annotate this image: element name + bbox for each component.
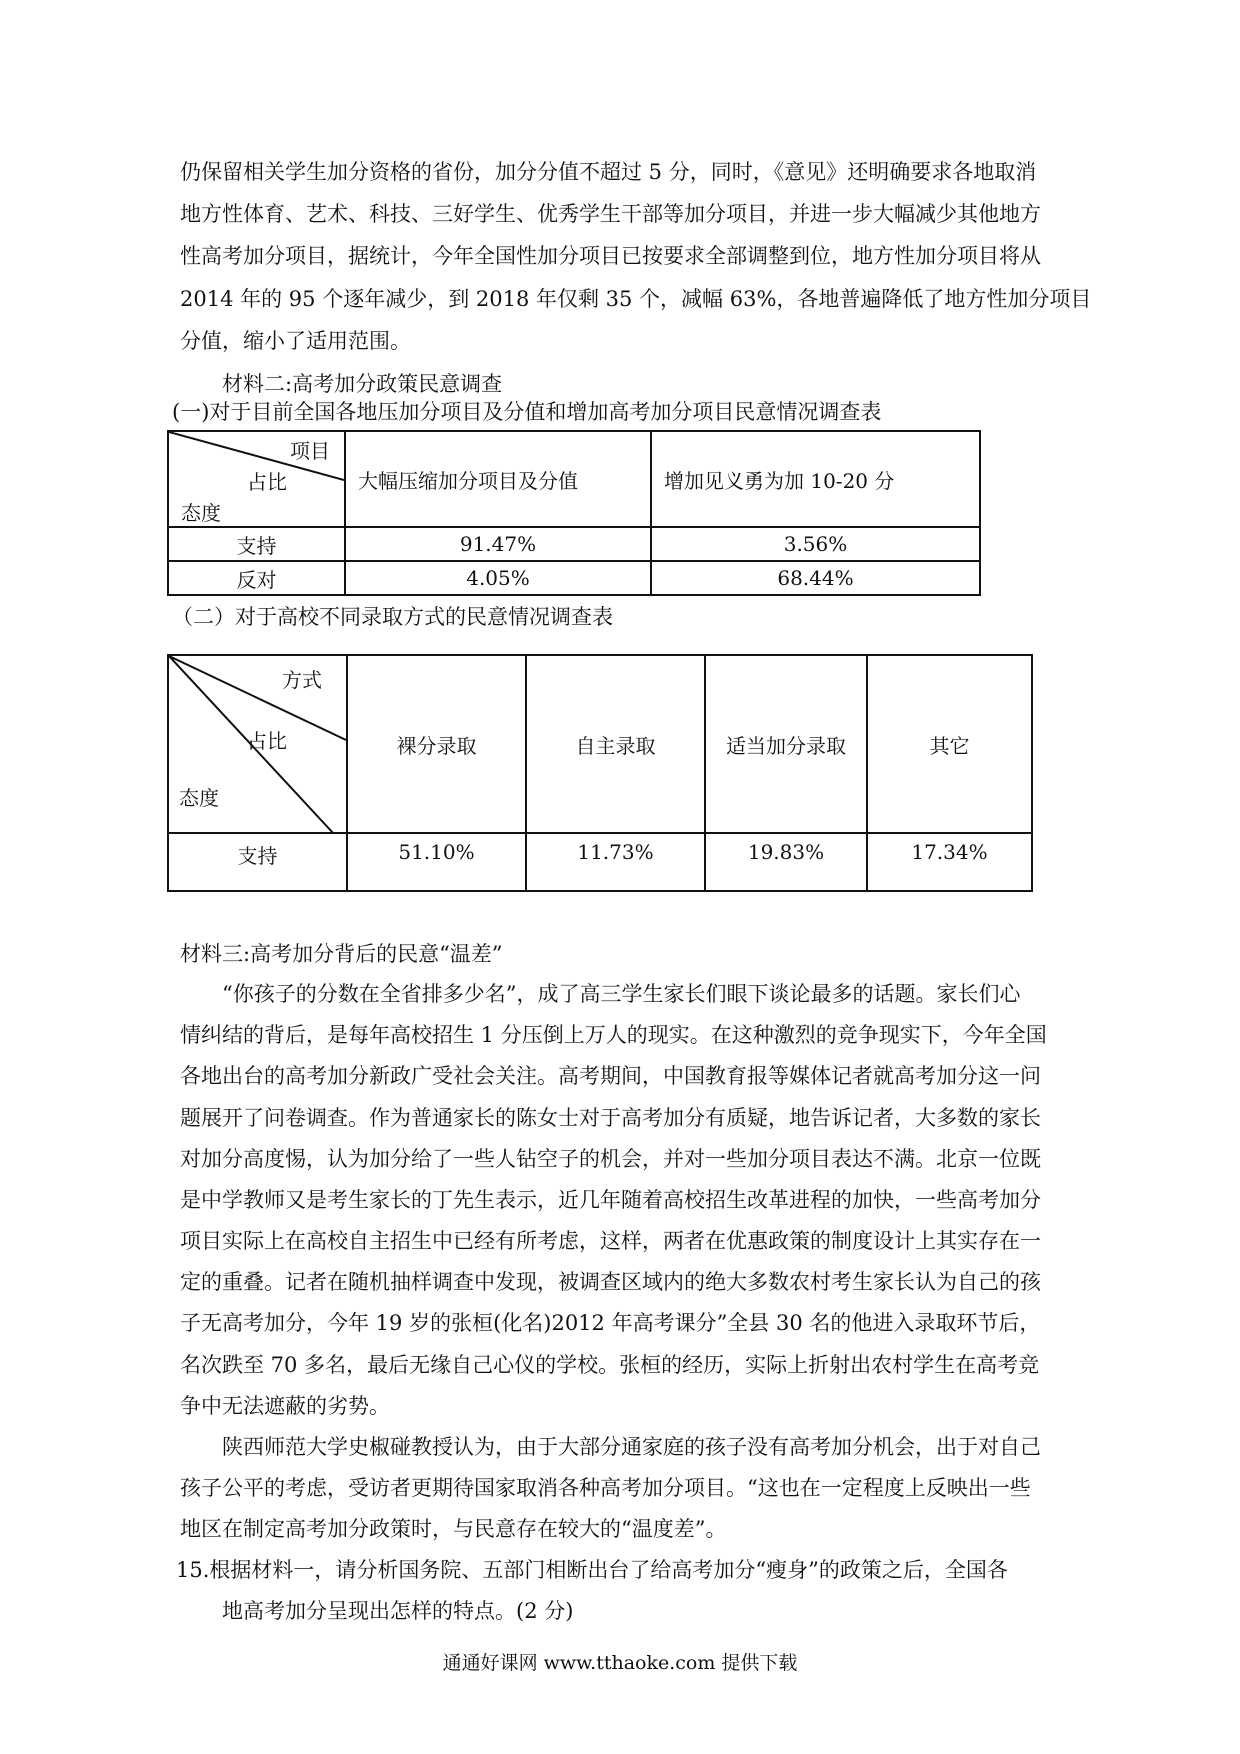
table-cell: 91.47%: [345, 527, 651, 561]
table2-caption: （二）对于高校不同录取方式的民意情况调查表: [172, 605, 613, 629]
corner-label-middle: 占比: [247, 729, 287, 753]
row-label: 支持: [168, 833, 347, 891]
table-cell: 4.05%: [345, 561, 651, 595]
table-row: [168, 561, 980, 595]
text-line: 各地出台的高考加分新政广受社会关注。高考期间，中国教育报等媒体记者就高考加分这一问: [180, 1064, 1041, 1088]
table2-col-header: 自主录取: [526, 655, 705, 833]
question-line: 地高考加分呈现出怎样的特点。(2 分): [222, 1599, 574, 1623]
text-line: 孩子公平的考虑，受访者更期待国家取消各种高考加分项目。“这也在一定程度上反映出一些: [180, 1476, 1031, 1500]
text-line: 是中学教师又是考生家长的丁先生表示，近几年随着高校招生改革进程的加快，一些高考加分: [180, 1188, 1041, 1212]
page-footer: 通通好课网 www.tthaoke.com 提供下载: [442, 1652, 798, 1674]
row-label: 反对: [168, 561, 345, 595]
survey-table-1: [167, 430, 981, 596]
table-cell: 68.44%: [651, 561, 980, 595]
corner-label-bottom: 态度: [179, 786, 219, 810]
row-label: 支持: [168, 527, 345, 561]
table-cell: 11.73%: [526, 833, 705, 891]
material2-heading: 材料二:高考加分政策民意调查: [222, 372, 503, 396]
text-line: 对加分高度惕，认为加分给了一些人钻空子的机会，并对一些加分项目表达不满。北京一位既: [180, 1147, 1041, 1171]
text-line: 仍保留相关学生加分资格的省份，加分分值不超过 5 分，同时，《意见》还明确要求各地取消: [180, 160, 1037, 184]
table1-col-header: 增加见义勇为加 10-20 分: [651, 431, 980, 527]
text-line: 2014 年的 95 个逐年减少，到 2018 年仅剩 35 个，减幅 63%，各地普遍降低了地方性加分项目: [180, 287, 1092, 311]
text-line: 性高考加分项目，据统计，今年全国性加分项目已按要求全部调整到位，地方性加分项目将从: [180, 244, 1041, 268]
table2-col-header: 裸分录取: [347, 655, 526, 833]
corner-label-bottom: 态度: [181, 501, 221, 525]
table2-col-header: 其它: [867, 655, 1032, 833]
table-cell: 51.10%: [347, 833, 526, 891]
table-row: [168, 833, 1032, 891]
text-line: 地方性体育、艺术、科技、三好学生、优秀学生干部等加分项目，并进一步大幅减少其他地方: [180, 202, 1041, 226]
text-line: 题展开了问卷调查。作为普通家长的陈女士对于高考加分有质疑，地告诉记者，大多数的家长: [180, 1106, 1041, 1130]
table1-col-header: 大幅压缩加分项目及分值: [345, 431, 651, 527]
survey-table-2: [167, 654, 1033, 892]
table1-caption: (一)对于目前全国各地压加分项目及分值和增加高考加分项目民意情况调查表: [172, 400, 882, 424]
text-line: 分值，缩小了适用范围。: [180, 329, 411, 353]
text-line: 定的重叠。记者在随机抽样调查中发现，被调查区域内的绝大多数农村考生家长认为自己的孩: [180, 1270, 1041, 1294]
text-line: 陕西师范大学史椒碰教授认为，由于大部分通家庭的孩子没有高考加分机会，出于对自己: [222, 1435, 1041, 1459]
text-line: 争中无法遮蔽的劣势。: [180, 1394, 390, 1418]
corner-label-middle: 占比: [247, 470, 287, 494]
table-cell: 3.56%: [651, 527, 980, 561]
text-line: 项目实际上在高校自主招生中已经有所考虑，这样，两者在优惠政策的制度设计上其实存在一: [180, 1229, 1041, 1253]
corner-label-top: 项目: [290, 439, 330, 463]
table-cell: 19.83%: [705, 833, 867, 891]
table-row: [168, 527, 980, 561]
table2-corner-cell: [168, 655, 347, 833]
table-cell: 17.34%: [867, 833, 1032, 891]
text-line: 地区在制定高考加分政策时，与民意存在较大的“温度差”。: [180, 1517, 727, 1541]
text-line: 情纠结的背后，是每年高校招生 1 分压倒上万人的现实。在这种激烈的竞争现实下，今年全国: [180, 1023, 1047, 1047]
corner-label-top: 方式: [282, 668, 322, 692]
question-line: 15.根据材料一，请分析国务院、五部门相断出台了给高考加分“瘦身”的政策之后，全国各: [176, 1558, 1008, 1582]
table1-corner-cell: [168, 431, 345, 527]
material3-heading: 材料三:高考加分背后的民意“温差”: [180, 942, 503, 966]
text-line: “你孩子的分数在全省排多少名”，成了高三学生家长们眼下谈论最多的话题。家长们心: [222, 982, 1021, 1006]
text-line: 名次跌至 70 多名，最后无缘自己心仪的学校。张桓的经历，实际上折射出农村学生在高考竞: [180, 1353, 1040, 1377]
text-line: 子无高考加分，今年 19 岁的张桓(化名)2012 年高考课分”全县 30 名的他进入录取环节后，: [180, 1311, 1041, 1335]
table2-col-header: 适当加分录取: [705, 655, 867, 833]
